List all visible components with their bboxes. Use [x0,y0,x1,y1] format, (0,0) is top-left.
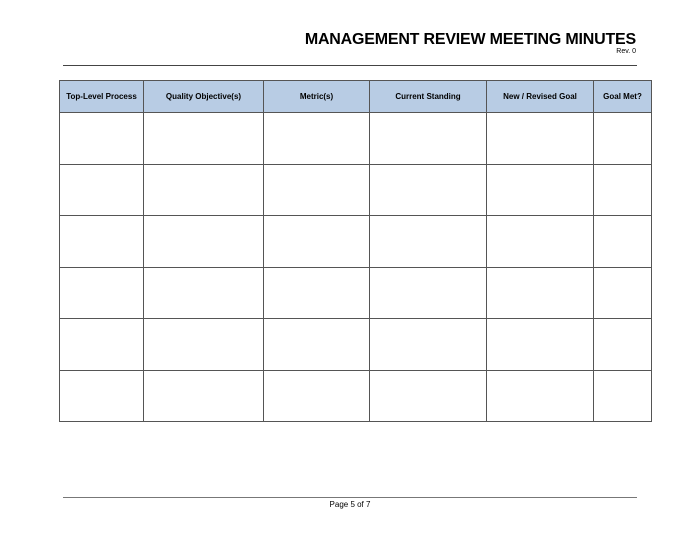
column-header: Top-Level Process [60,81,144,113]
table-cell[interactable] [60,164,144,216]
table-cell[interactable] [264,267,370,319]
table-cell[interactable] [487,370,594,422]
table-cell[interactable] [60,113,144,165]
table-cell[interactable] [144,164,264,216]
table-cell[interactable] [144,319,264,371]
table-cell[interactable] [487,113,594,165]
table-cell[interactable] [144,370,264,422]
table-cell[interactable] [370,164,487,216]
column-header: Quality Objective(s) [144,81,264,113]
column-header: New / Revised Goal [487,81,594,113]
table-cell[interactable] [264,164,370,216]
table-row [60,370,652,422]
table-cell[interactable] [264,370,370,422]
quality-objectives-table [59,80,652,422]
table-cell[interactable] [60,370,144,422]
table-cell[interactable] [370,319,487,371]
table-cell[interactable] [594,164,652,216]
table-row [60,267,652,319]
table-cell[interactable] [60,319,144,371]
table-row [60,113,652,165]
table-cell[interactable] [594,267,652,319]
column-header: Goal Met? [594,81,652,113]
table-cell[interactable] [144,113,264,165]
table-header-row [60,81,652,113]
table-cell[interactable] [594,370,652,422]
table-cell[interactable] [487,164,594,216]
footer-divider [63,497,637,498]
table-cell[interactable] [264,319,370,371]
table-cell[interactable] [594,216,652,268]
table-cell[interactable] [370,267,487,319]
table-cell[interactable] [370,113,487,165]
table-cell[interactable] [487,267,594,319]
table-row [60,164,652,216]
header-divider [63,65,637,66]
table-cell[interactable] [60,216,144,268]
table-row [60,319,652,371]
table-cell[interactable] [487,216,594,268]
table-cell[interactable] [370,370,487,422]
table-cell[interactable] [264,216,370,268]
table-cell[interactable] [487,319,594,371]
table-row [60,216,652,268]
column-header: Metric(s) [264,81,370,113]
table-cell[interactable] [144,216,264,268]
page-number: Page 5 of 7 [329,500,371,509]
table-cell[interactable] [60,267,144,319]
revision-label: Rev. 0 [616,48,636,55]
column-header: Current Standing [370,81,487,113]
table-cell[interactable] [370,216,487,268]
document-title: MANAGEMENT REVIEW MEETING MINUTES [304,31,636,48]
table-cell[interactable] [594,319,652,371]
table-cell[interactable] [264,113,370,165]
table-cell[interactable] [144,267,264,319]
table-cell[interactable] [594,113,652,165]
